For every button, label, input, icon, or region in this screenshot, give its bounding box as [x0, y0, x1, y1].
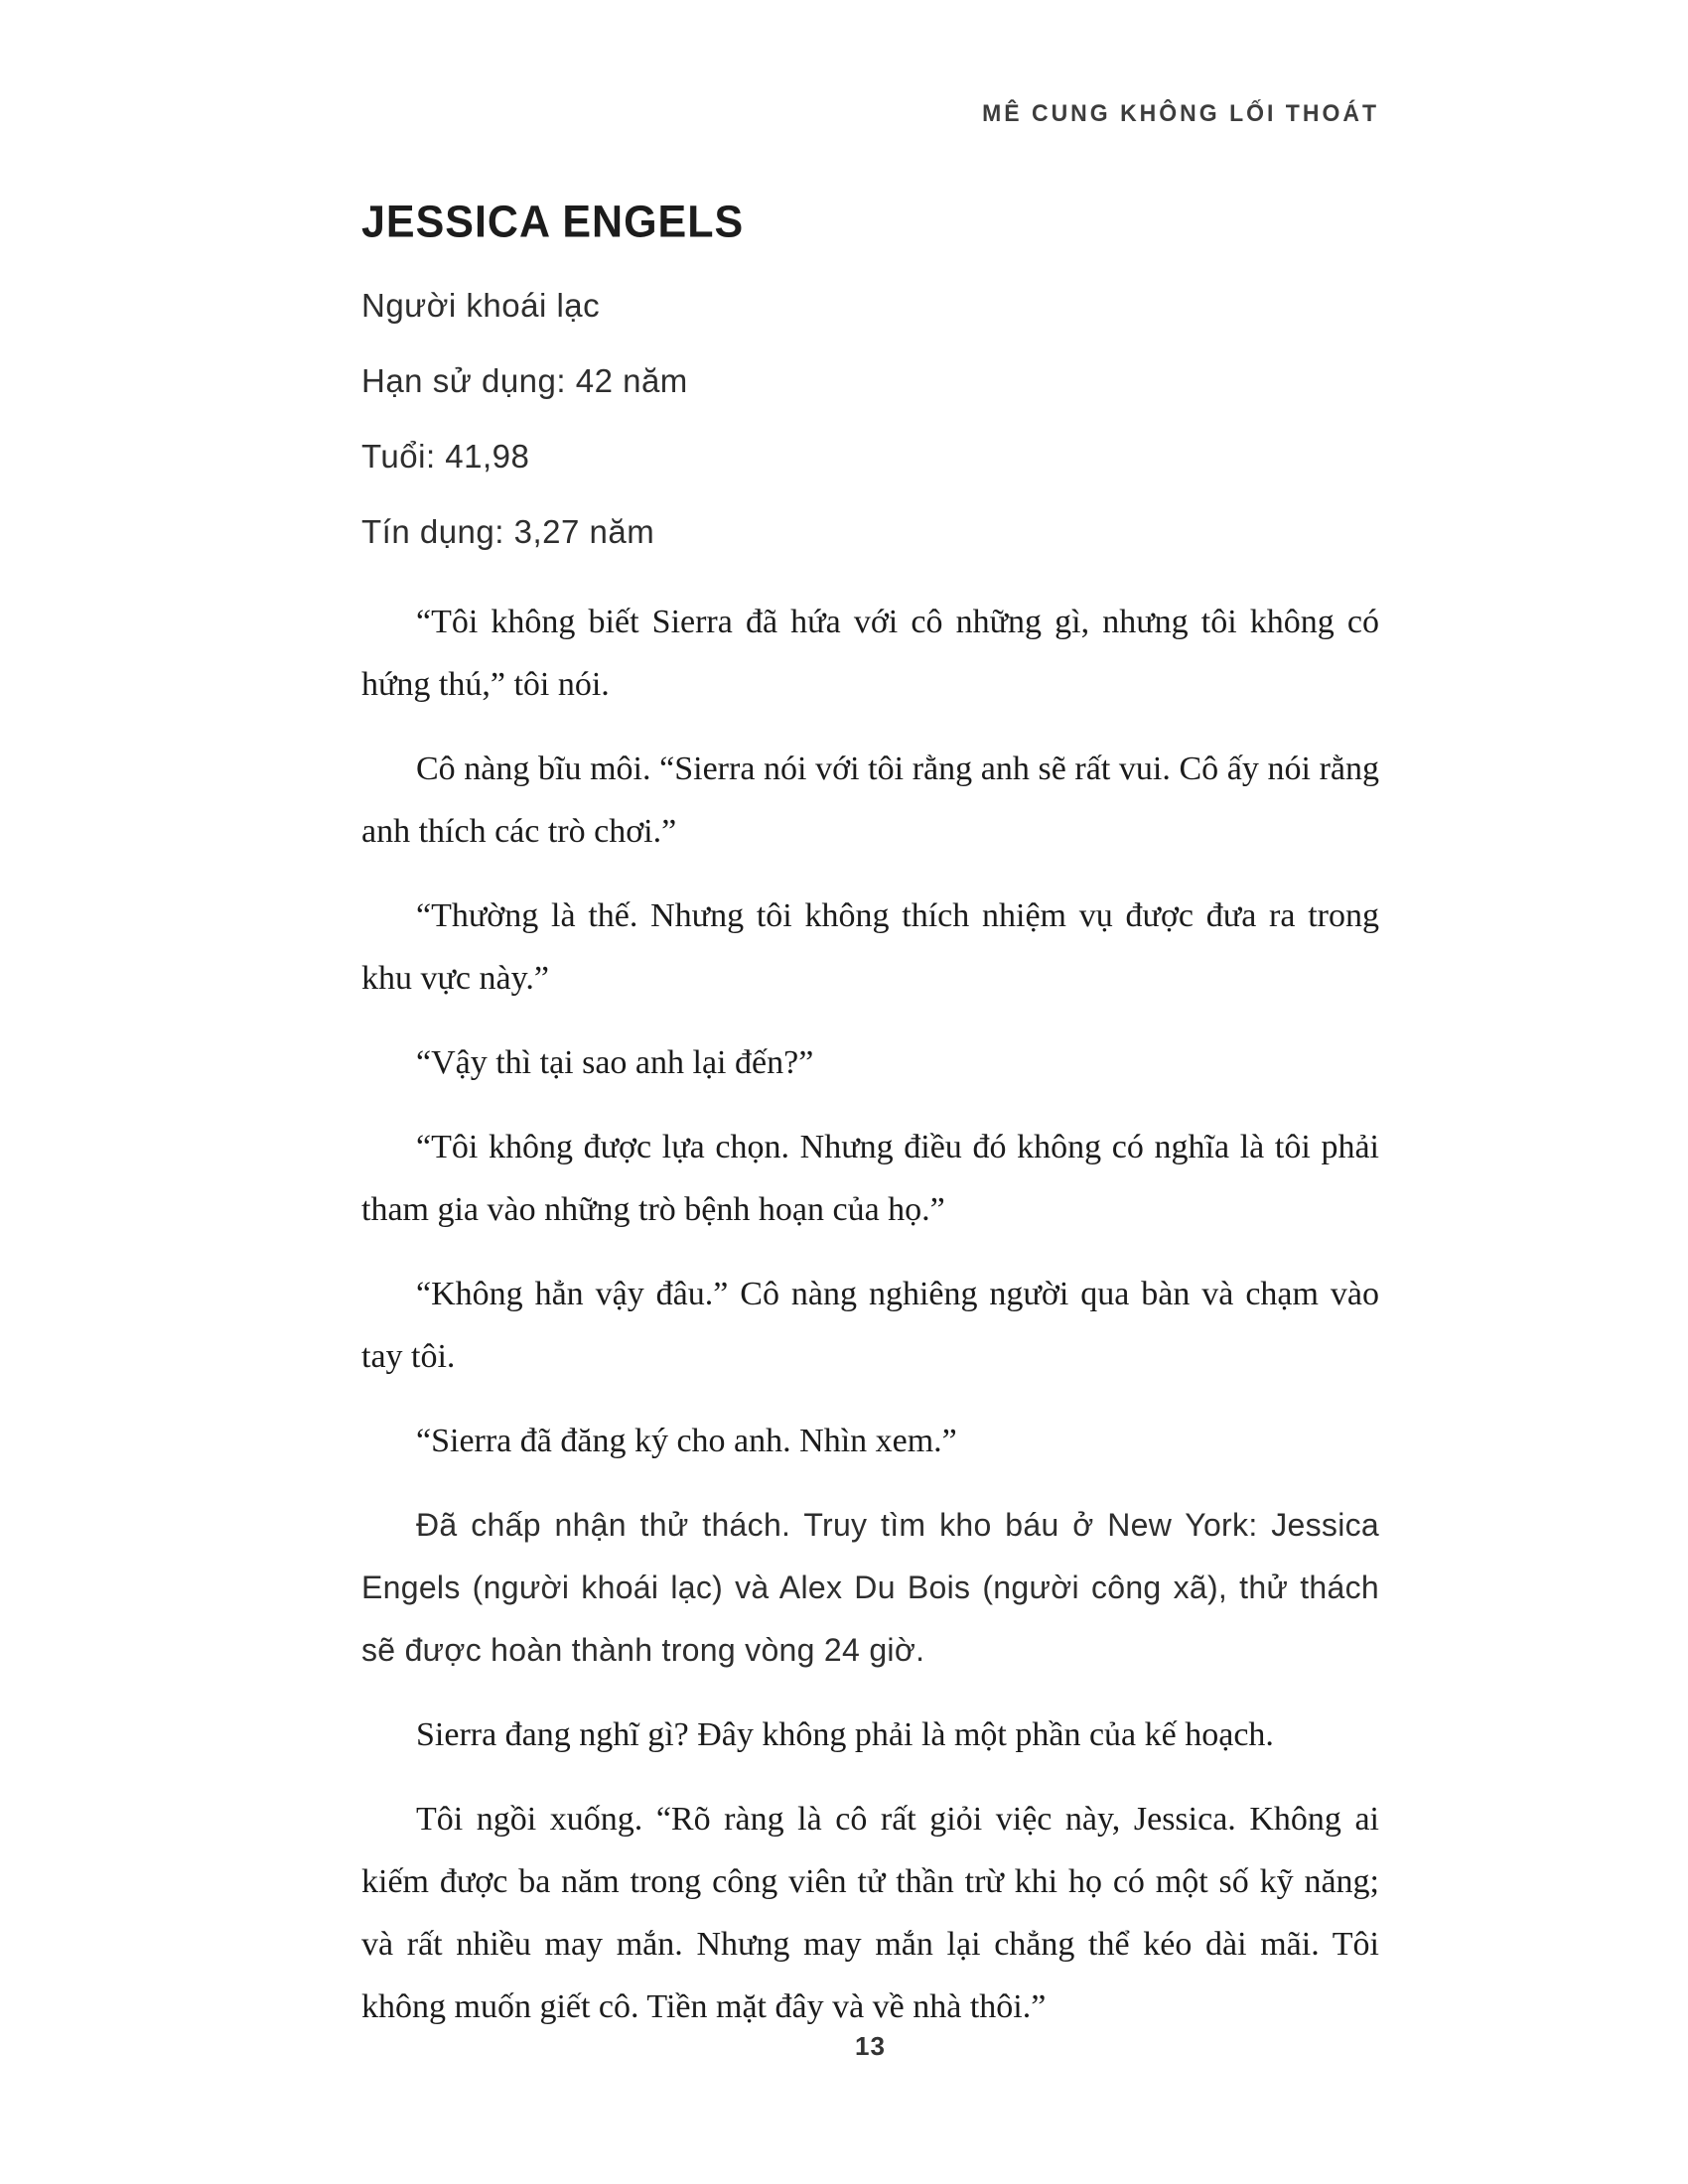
paragraph: Sierra đang nghĩ gì? Đây không phải là một phần của kế hoạch.: [416, 1716, 1274, 1753]
paragraph: “Sierra đã đăng ký cho anh. Nhìn xem.”: [416, 1423, 957, 1459]
paragraph: “Tôi không được lựa chọn. Nhưng điều đó không có nghĩa là tôi phải tham gia vào những trò bệnh hoạn của họ.”: [361, 1129, 1379, 1228]
page-number: 13: [855, 2031, 886, 2061]
paragraph: Đã chấp nhận thử thách. Truy tìm kho báu ở New York: Jessica Engels (người khoái lạc) và Alex Du Bois (người công xã), thử thách sẽ được hoàn thành trong vòng 24 giờ.: [361, 1507, 1379, 1668]
page-content: [361, 197, 1379, 2060]
paragraph: Tôi ngồi xuống. “Rõ ràng là cô rất giỏi việc này, Jessica. Không ai kiếm được ba năm trong công viên tử thần trừ khi họ có một số kỹ năng; và rất nhiều may mắn. Nhưng may mắn lại chẳng thể kéo dài mãi. Tôi không muốn giết cô. Tiền mặt đây và về nhà thôi.”: [361, 1801, 1379, 2025]
stat-line: Tín dụng: 3,27 năm: [361, 513, 655, 550]
running-header: MÊ CUNG KHÔNG LỐI THOÁT: [982, 99, 1379, 127]
stats-list: [361, 289, 1379, 548]
paragraph: “Thường là thế. Nhưng tôi không thích nhiệm vụ được đưa ra trong khu vực này.”: [361, 897, 1379, 997]
paragraph: “Tôi không biết Sierra đã hứa với cô những gì, nhưng tôi không có hứng thú,” tôi nói.: [361, 604, 1379, 703]
paragraphs: [361, 591, 1379, 2038]
paragraph: Cô nàng bĩu môi. “Sierra nói với tôi rằng anh sẽ rất vui. Cô ấy nói rằng anh thích các trò chơi.”: [361, 751, 1379, 850]
character-name-heading: JESSICA ENGELS: [361, 197, 745, 247]
stat-line: Hạn sử dụng: 42 năm: [361, 362, 688, 399]
paragraph: “Vậy thì tại sao anh lại đến?”: [416, 1044, 814, 1081]
stat-line: Người khoái lạc: [361, 287, 601, 324]
paragraph: “Không hẳn vậy đâu.” Cô nàng nghiêng người qua bàn và chạm vào tay tôi.: [361, 1276, 1379, 1375]
stat-line: Tuổi: 41,98: [361, 438, 530, 475]
